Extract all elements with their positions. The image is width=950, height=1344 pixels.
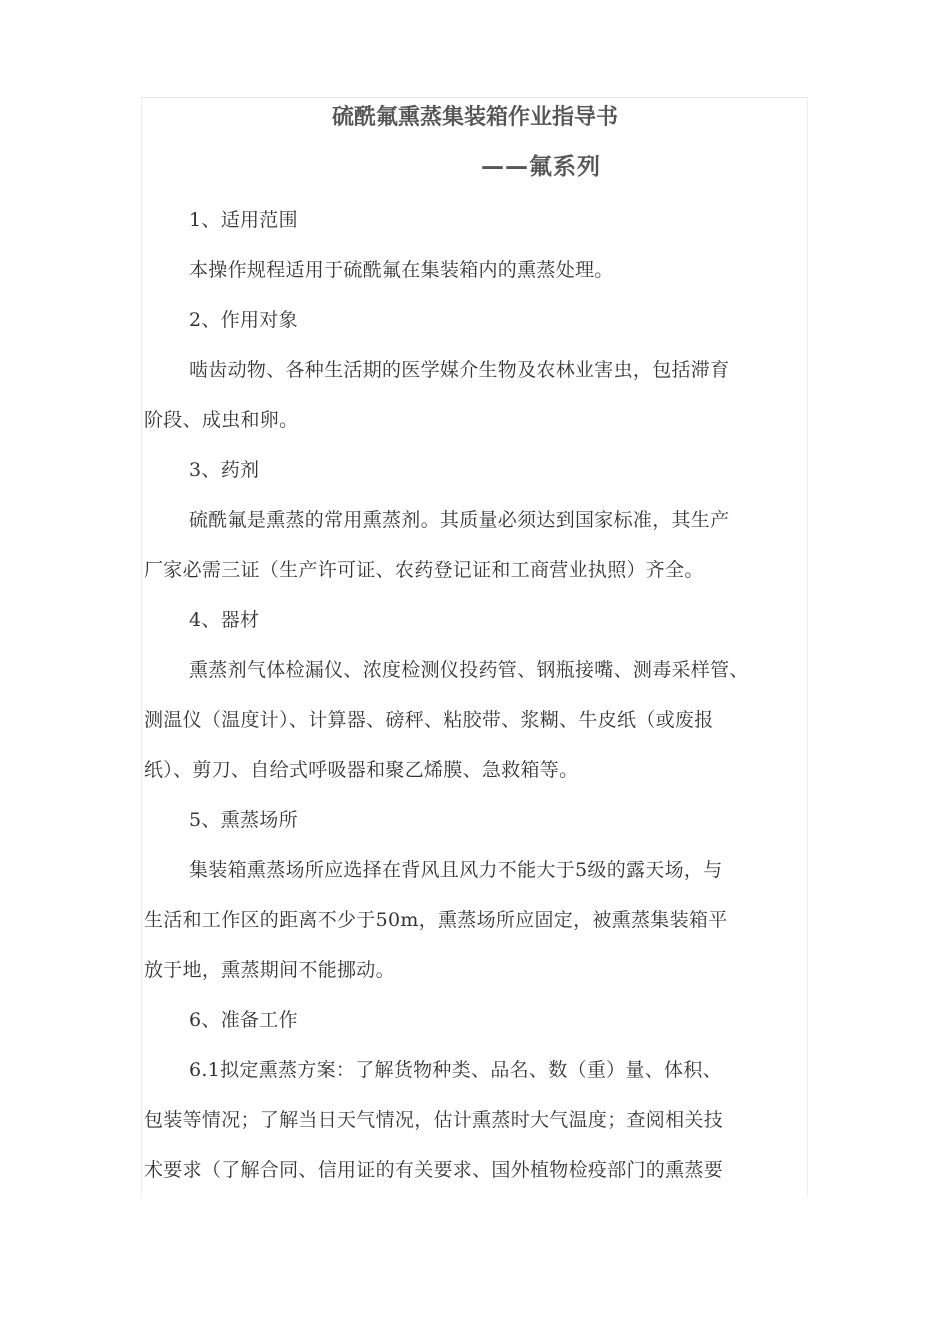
section-heading-site: 5、熏蒸场所 xyxy=(189,809,298,831)
paragraph-line: 放于地，熏蒸期间不能挪动。 xyxy=(144,959,395,981)
paragraph-line: 生活和工作区的距离不少于50m，熏蒸场所应固定，被熏蒸集装箱平 xyxy=(144,909,728,931)
document-title: 硫酰氟熏蒸集装箱作业指导书 xyxy=(331,105,618,130)
section-heading-preparation: 6、准备工作 xyxy=(189,1009,298,1031)
paragraph-line: 阶段、成虫和卵。 xyxy=(144,409,299,431)
paragraph-line: 啮齿动物、各种生活期的医学媒介生物及农林业害虫，包括滞育 xyxy=(189,359,730,381)
document-subtitle: ——氟系列 xyxy=(481,154,601,180)
paragraph-line: 本操作规程适用于硫酰氟在集装箱内的熏蒸处理。 xyxy=(189,259,614,281)
paragraph-line: 纸）、剪刀、自给式呼吸器和聚乙烯膜、急救箱等。 xyxy=(144,759,579,781)
paragraph-line: 包装等情况；了解当日天气情况，估计熏蒸时大气温度；查阅相关技 xyxy=(144,1109,724,1131)
section-heading-scope: 1、适用范围 xyxy=(189,209,298,231)
paragraph-line: 集装箱熏蒸场所应选择在背风且风力不能大于5级的露天场，与 xyxy=(189,859,723,881)
paragraph-line: 厂家必需三证（生产许可证、农药登记证和工商营业执照）齐全。 xyxy=(144,559,704,581)
paragraph-line: 6.1拟定熏蒸方案：了解货物种类、品名、数（重）量、体积、 xyxy=(189,1059,722,1081)
paragraph-line: 测温仪（温度计）、计算器、磅秤、粘胶带、浆糊、牛皮纸（或废报 xyxy=(144,709,714,731)
section-heading-targets: 2、作用对象 xyxy=(189,309,298,331)
section-heading-agent: 3、药剂 xyxy=(189,459,260,481)
paragraph-line: 硫酰氟是熏蒸的常用熏蒸剂。其质量必须达到国家标准，其生产 xyxy=(189,509,730,531)
section-heading-equipment: 4、器材 xyxy=(189,609,260,631)
paragraph-line: 熏蒸剂气体检漏仪、浓度检测仪投药管、钢瓶接嘴、测毒采样管、 xyxy=(189,659,749,681)
paragraph-line: 术要求（了解合同、信用证的有关要求、国外植物检疫部门的熏蒸要 xyxy=(144,1159,724,1181)
